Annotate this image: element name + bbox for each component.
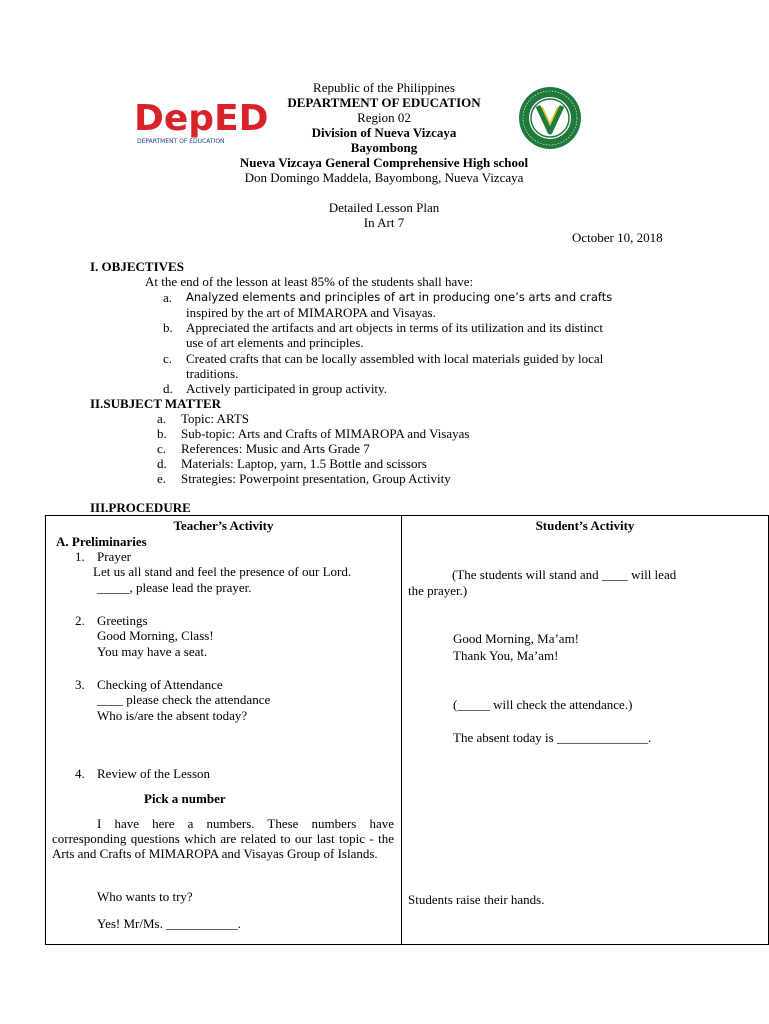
attendance-line: Who is/are the absent today?	[97, 708, 248, 723]
review-step: Review of the Lesson	[97, 766, 211, 781]
address-line: Don Domingo Maddela, Bayombong, Nueva Vizcaya	[244, 170, 524, 185]
greetings-line: Good Morning, Class!	[97, 628, 214, 643]
teacher-activity-header: Teacher’s Activity	[173, 518, 274, 533]
student-greeting-line: Thank You, Ma’am!	[453, 648, 559, 663]
objective-marker: d.	[163, 381, 173, 396]
subject-item: References: Music and Arts Grade 7	[181, 441, 370, 456]
objective-marker: a.	[163, 290, 173, 305]
student-activity-header: Student’s Activity	[535, 518, 635, 533]
procedure-heading: III.PROCEDURE	[90, 500, 191, 515]
division-line: Division of Nueva Vizcaya	[311, 125, 457, 140]
plan-subject: In Art 7	[363, 215, 405, 230]
town-line: Bayombong	[350, 140, 418, 155]
plan-title: Detailed Lesson Plan	[328, 200, 440, 215]
objective-line: Created crafts that can be locally assembled with local materials guided by local	[186, 351, 604, 366]
plan-date: October 10, 2018	[572, 230, 663, 245]
step-number: 4.	[75, 766, 85, 781]
greetings-step: Greetings	[97, 613, 148, 628]
student-attendance-line: (_____ will check the attendance.)	[453, 697, 633, 712]
deped-logo-word: DepED	[134, 98, 269, 139]
subject-marker: d.	[157, 456, 167, 471]
department-line: DEPARTMENT OF EDUCATION	[287, 95, 481, 110]
objective-line: Analyzed elements and principles of art in producing one’s arts and crafts	[186, 290, 613, 304]
student-absent-line: The absent today is ______________.	[453, 730, 652, 745]
preliminaries-heading: A. Preliminaries	[56, 534, 147, 549]
procedure-table	[45, 515, 769, 945]
step-number: 3.	[75, 677, 85, 692]
objectives-intro: At the end of the lesson at least 85% of the students shall have:	[145, 274, 474, 289]
step-number: 1.	[75, 549, 85, 564]
prayer-line: Let us all stand and feel the presence of our Lord.	[93, 564, 352, 579]
step-number: 2.	[75, 613, 85, 628]
subject-item: Topic: ARTS	[181, 411, 250, 426]
subject-item: Strategies: Powerpoint presentation, Group Activity	[181, 471, 451, 486]
objective-marker: c.	[163, 351, 173, 366]
subject-matter-heading: II.SUBJECT MATTER	[90, 396, 221, 411]
student-prayer-line: the prayer.)	[408, 583, 468, 598]
subject-marker: a.	[157, 411, 167, 426]
attendance-step: Checking of Attendance	[97, 677, 223, 692]
subject-marker: c.	[157, 441, 167, 456]
objective-line: inspired by the art of MIMAROPA and Visayas.	[186, 305, 436, 320]
school-line: Nueva Vizcaya General Comprehensive High school	[239, 155, 529, 170]
review-paragraph: I have here a numbers. These numbers have corresponding questions which are related to our last topic - the Arts and Crafts of MIMAROPA and Visayas Group of Islands.	[52, 816, 394, 861]
deped-logo-sub: DEPARTMENT OF EDUCATION	[137, 138, 225, 145]
objective-line: Appreciated the artifacts and art objects in terms of its utilization and its distinct	[186, 320, 603, 335]
subject-marker: b.	[157, 426, 167, 441]
region-line: Region 02	[357, 110, 411, 125]
student-raise-line: Students raise their hands.	[408, 892, 545, 907]
objective-line: use of art elements and principles.	[186, 335, 364, 350]
republic-line: Republic of the Philippines	[313, 80, 455, 95]
prayer-step: Prayer	[97, 549, 131, 564]
objective-line: Actively participated in group activity.	[186, 381, 387, 396]
yes-line: Yes! Mr/Ms. ___________.	[97, 916, 241, 931]
prayer-line: _____, please lead the prayer.	[97, 580, 252, 595]
attendance-line: ____ please check the attendance	[97, 692, 271, 707]
who-wants-line: Who wants to try?	[97, 889, 193, 904]
subject-item: Sub-topic: Arts and Crafts of MIMAROPA and Visayas	[181, 426, 470, 441]
objectives-heading: I. OBJECTIVES	[90, 259, 184, 274]
objective-line: traditions.	[186, 366, 239, 381]
pick-a-number-heading: Pick a number	[144, 791, 226, 806]
student-greeting-line: Good Morning, Ma’am!	[453, 631, 580, 646]
table-divider	[401, 516, 402, 944]
objective-marker: b.	[163, 320, 173, 335]
subject-marker: e.	[157, 471, 167, 486]
greetings-line: You may have a seat.	[97, 644, 208, 659]
student-prayer-line: (The students will stand and ____ will lead	[452, 567, 677, 582]
subject-item: Materials: Laptop, yarn, 1.5 Bottle and scissors	[181, 456, 427, 471]
